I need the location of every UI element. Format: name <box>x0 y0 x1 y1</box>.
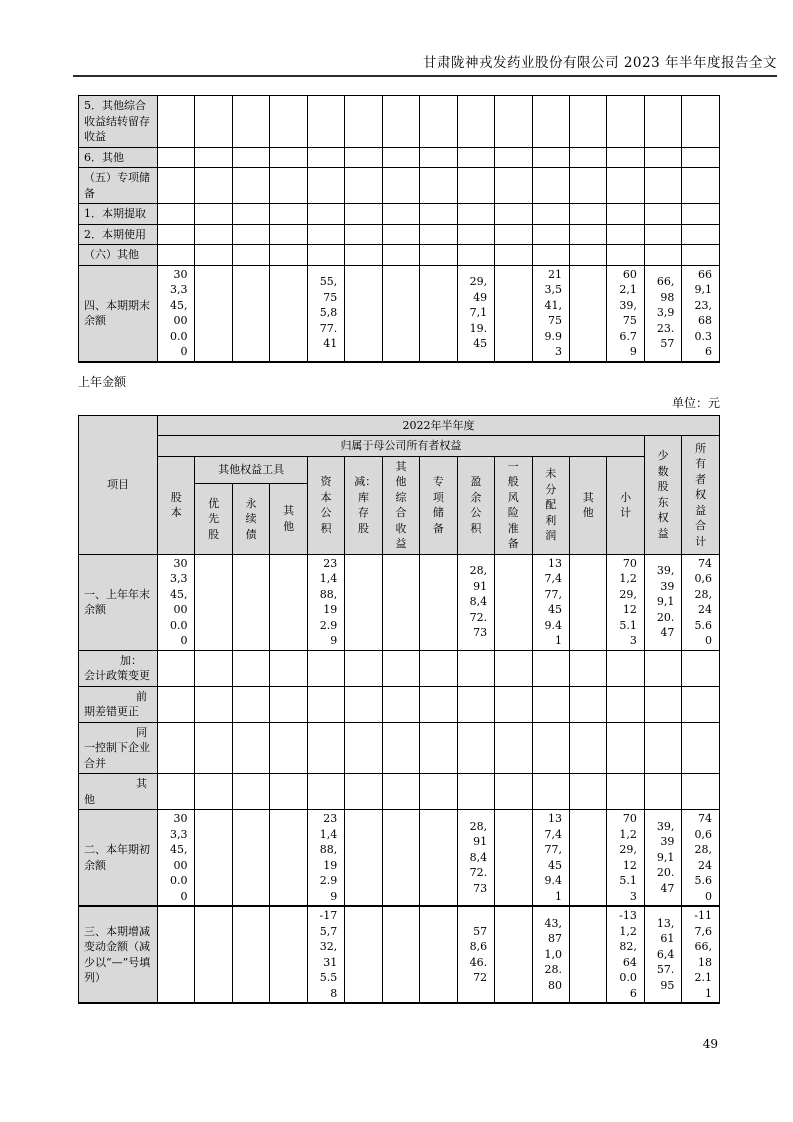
value-cell <box>420 96 457 148</box>
value-cell <box>158 224 195 245</box>
value-cell <box>382 204 419 225</box>
section-label: 上年金额 <box>78 374 127 389</box>
table-row <box>79 722 720 774</box>
row-label: 5．其他综合收益结转留存收益 <box>79 96 158 148</box>
header-other-equity-tools: 其他权益工具 <box>195 456 307 484</box>
value-cell <box>682 245 720 266</box>
value-cell <box>382 265 419 362</box>
value-cell <box>420 906 457 1003</box>
value-cell: 303,345,000.00 <box>158 554 195 650</box>
value-cell <box>195 265 232 362</box>
value-cell <box>195 168 232 204</box>
header-row-columns <box>79 456 720 484</box>
row-label: 四、本期期末余额 <box>79 265 158 362</box>
value-cell <box>345 168 382 204</box>
value-cell <box>495 224 532 245</box>
header-minority-interest: 少数股东权益 <box>644 436 681 555</box>
value-cell <box>644 96 681 148</box>
value-cell <box>195 96 232 148</box>
value-cell <box>232 906 269 1003</box>
value-cell: 602,139,756.79 <box>607 265 644 362</box>
value-cell <box>382 650 419 686</box>
value-cell <box>232 147 269 168</box>
value-cell <box>270 810 307 907</box>
value-cell <box>345 204 382 225</box>
table-row <box>79 810 720 907</box>
value-cell <box>158 722 195 774</box>
value-cell <box>607 245 644 266</box>
value-cell <box>644 204 681 225</box>
value-cell <box>532 774 569 810</box>
value-cell <box>345 224 382 245</box>
value-cell <box>532 224 569 245</box>
value-cell <box>270 245 307 266</box>
table-row <box>79 906 720 1003</box>
value-cell <box>532 650 569 686</box>
table-row <box>79 96 720 148</box>
value-cell <box>569 686 606 722</box>
value-cell <box>345 245 382 266</box>
value-cell <box>682 722 720 774</box>
value-cell <box>345 722 382 774</box>
header-row-period <box>79 415 720 436</box>
value-cell <box>607 168 644 204</box>
value-cell: 701,229,125.13 <box>607 810 644 907</box>
header-other-comprehensive-income: 其他综合收益 <box>382 456 419 554</box>
value-cell <box>607 204 644 225</box>
value-cell <box>457 96 494 148</box>
value-cell <box>307 224 344 245</box>
value-cell <box>345 554 382 650</box>
value-cell <box>495 168 532 204</box>
value-cell <box>232 204 269 225</box>
value-cell <box>569 722 606 774</box>
header-special-reserve: 专项储备 <box>420 456 457 554</box>
value-cell: 39,399,120.47 <box>644 810 681 907</box>
value-cell: -175,732,315.58 <box>307 906 344 1003</box>
value-cell <box>270 265 307 362</box>
report-title: 甘肃陇神戎发药业股份有限公司 2023 年半年度报告全文 <box>423 55 777 71</box>
value-cell <box>345 650 382 686</box>
value-cell <box>644 224 681 245</box>
header-row-groups <box>79 436 720 457</box>
value-cell <box>382 810 419 907</box>
value-cell <box>569 204 606 225</box>
row-label: 二、本年期初余额 <box>79 810 158 907</box>
value-cell <box>569 650 606 686</box>
value-cell <box>382 906 419 1003</box>
table-row <box>79 774 720 810</box>
value-cell <box>307 96 344 148</box>
value-cell: 137,477,459.41 <box>532 810 569 907</box>
value-cell <box>420 245 457 266</box>
value-cell <box>158 650 195 686</box>
value-cell <box>382 774 419 810</box>
value-cell <box>232 810 269 907</box>
value-cell <box>307 245 344 266</box>
value-cell <box>569 265 606 362</box>
header-subtotal: 小计 <box>607 456 644 554</box>
value-cell: 303,345,000.00 <box>158 810 195 907</box>
value-cell <box>345 686 382 722</box>
value-cell <box>569 147 606 168</box>
unit-label: 单位：元 <box>671 395 720 410</box>
value-cell <box>532 168 569 204</box>
value-cell <box>682 686 720 722</box>
value-cell <box>644 686 681 722</box>
value-cell <box>457 168 494 204</box>
value-cell <box>382 686 419 722</box>
value-cell <box>158 204 195 225</box>
value-cell <box>420 224 457 245</box>
value-cell <box>382 168 419 204</box>
header-share-capital: 股本 <box>158 456 195 554</box>
value-cell <box>420 554 457 650</box>
value-cell: -131,282,640.06 <box>607 906 644 1003</box>
table-row <box>79 554 720 650</box>
value-cell <box>345 265 382 362</box>
prior-year-table-body <box>79 554 720 1003</box>
value-cell <box>682 224 720 245</box>
row-label: 三、本期增减变动金额（减少以“—”号填列） <box>79 906 158 1003</box>
value-cell <box>420 168 457 204</box>
prior-year-table-header <box>79 415 720 554</box>
value-cell <box>270 147 307 168</box>
value-cell: 701,229,125.13 <box>607 554 644 650</box>
value-cell <box>682 96 720 148</box>
value-cell <box>307 204 344 225</box>
value-cell <box>569 168 606 204</box>
value-cell <box>569 810 606 907</box>
value-cell <box>420 265 457 362</box>
value-cell <box>457 245 494 266</box>
value-cell: 231,488,192.99 <box>307 554 344 650</box>
value-cell <box>607 686 644 722</box>
value-cell <box>307 650 344 686</box>
table-row <box>79 650 720 686</box>
table-row <box>79 168 720 204</box>
value-cell <box>495 147 532 168</box>
value-cell <box>457 224 494 245</box>
value-cell <box>158 774 195 810</box>
value-cell <box>495 906 532 1003</box>
value-cell <box>232 168 269 204</box>
value-cell: 55,755,877.41 <box>307 265 344 362</box>
value-cell <box>270 650 307 686</box>
header-surplus-reserve: 盈余公积 <box>457 456 494 554</box>
header-less-treasury-stock: 减：库存股 <box>345 456 382 554</box>
table-row <box>79 204 720 225</box>
value-cell <box>195 224 232 245</box>
value-cell <box>307 147 344 168</box>
value-cell <box>307 774 344 810</box>
value-cell: 231,488,192.99 <box>307 810 344 907</box>
value-cell <box>607 650 644 686</box>
table-row <box>79 686 720 722</box>
value-cell <box>345 906 382 1003</box>
value-cell <box>495 96 532 148</box>
value-cell <box>382 224 419 245</box>
value-cell <box>382 147 419 168</box>
value-cell <box>270 686 307 722</box>
row-label: 其他 <box>79 774 158 810</box>
value-cell <box>569 245 606 266</box>
header-preferred-stock: 优先股 <box>195 484 232 554</box>
row-label: 1．本期提取 <box>79 204 158 225</box>
value-cell: 669,123,680.36 <box>682 265 720 362</box>
value-cell <box>495 810 532 907</box>
row-label: 加：会计政策变更 <box>79 650 158 686</box>
value-cell <box>457 204 494 225</box>
value-cell <box>532 147 569 168</box>
value-cell <box>420 810 457 907</box>
value-cell <box>232 265 269 362</box>
value-cell <box>457 650 494 686</box>
value-cell <box>195 147 232 168</box>
value-cell <box>270 554 307 650</box>
header-perpetual-bond: 永续债 <box>232 484 269 554</box>
value-cell <box>607 722 644 774</box>
value-cell <box>158 168 195 204</box>
page-header <box>73 54 777 77</box>
value-cell <box>495 245 532 266</box>
value-cell <box>195 245 232 266</box>
value-cell <box>682 774 720 810</box>
value-cell <box>195 810 232 907</box>
value-cell <box>607 96 644 148</box>
header-period: 2022年半年度 <box>158 415 720 436</box>
value-cell <box>195 650 232 686</box>
header-total-equity: 所有者权益合计 <box>682 436 720 555</box>
value-cell <box>382 722 419 774</box>
value-cell <box>644 650 681 686</box>
value-cell <box>232 686 269 722</box>
value-cell <box>569 554 606 650</box>
header-parent-company-equity: 归属于母公司所有者权益 <box>158 436 645 457</box>
value-cell <box>495 204 532 225</box>
value-cell <box>270 96 307 148</box>
value-cell <box>420 774 457 810</box>
value-cell <box>195 554 232 650</box>
value-cell <box>532 96 569 148</box>
value-cell: 39,399,120.47 <box>644 554 681 650</box>
value-cell <box>495 686 532 722</box>
value-cell: 43,871,028.80 <box>532 906 569 1003</box>
value-cell <box>270 224 307 245</box>
value-cell: 28,918,472.73 <box>457 554 494 650</box>
value-cell <box>457 147 494 168</box>
value-cell <box>607 147 644 168</box>
current-period-table-body <box>79 96 720 362</box>
value-cell <box>382 96 419 148</box>
value-cell <box>158 906 195 1003</box>
header-equity-tools-other: 其他 <box>270 484 307 554</box>
value-cell <box>644 147 681 168</box>
value-cell <box>495 722 532 774</box>
value-cell <box>382 554 419 650</box>
table-row <box>79 224 720 245</box>
header-general-risk-reserve: 一般风险准备 <box>495 456 532 554</box>
header-other: 其他 <box>569 456 606 554</box>
value-cell <box>195 204 232 225</box>
row-label: 一、上年年末余额 <box>79 554 158 650</box>
value-cell <box>569 906 606 1003</box>
value-cell <box>270 722 307 774</box>
value-cell <box>307 722 344 774</box>
value-cell <box>270 906 307 1003</box>
value-cell <box>307 686 344 722</box>
value-cell <box>158 686 195 722</box>
header-item: 项目 <box>79 415 158 554</box>
value-cell <box>195 774 232 810</box>
value-cell <box>158 245 195 266</box>
value-cell <box>420 722 457 774</box>
value-cell <box>532 686 569 722</box>
header-undistributed-profit: 未分配利润 <box>532 456 569 554</box>
value-cell <box>644 168 681 204</box>
value-cell <box>232 774 269 810</box>
value-cell <box>569 224 606 245</box>
value-cell <box>420 686 457 722</box>
value-cell <box>382 245 419 266</box>
row-label: 6．其他 <box>79 147 158 168</box>
value-cell <box>607 224 644 245</box>
value-cell <box>644 245 681 266</box>
value-cell <box>682 168 720 204</box>
value-cell: -117,666,182.11 <box>682 906 720 1003</box>
row-label: 前期差错更正 <box>79 686 158 722</box>
value-cell <box>457 686 494 722</box>
value-cell <box>644 774 681 810</box>
value-cell <box>232 722 269 774</box>
value-cell <box>195 686 232 722</box>
value-cell <box>307 168 344 204</box>
value-cell <box>532 722 569 774</box>
value-cell <box>682 147 720 168</box>
page-number: 49 <box>702 1037 718 1051</box>
value-cell <box>495 650 532 686</box>
value-cell <box>345 774 382 810</box>
row-label: 同一控制下企业合并 <box>79 722 158 774</box>
value-cell <box>457 722 494 774</box>
value-cell <box>420 204 457 225</box>
value-cell <box>232 554 269 650</box>
value-cell <box>644 722 681 774</box>
value-cell <box>682 650 720 686</box>
value-cell: 213,541,759.93 <box>532 265 569 362</box>
value-cell <box>495 554 532 650</box>
value-cell <box>420 650 457 686</box>
value-cell <box>682 204 720 225</box>
value-cell <box>232 224 269 245</box>
value-cell: 740,628,245.60 <box>682 810 720 907</box>
value-cell <box>345 147 382 168</box>
value-cell <box>495 265 532 362</box>
value-cell: 29,497,119.45 <box>457 265 494 362</box>
value-cell <box>158 147 195 168</box>
value-cell <box>232 96 269 148</box>
equity-table-prior-year <box>78 415 720 1005</box>
value-cell <box>569 774 606 810</box>
table-row <box>79 245 720 266</box>
value-cell: 303,345,000.00 <box>158 265 195 362</box>
table-row <box>79 147 720 168</box>
equity-table-current-period <box>78 95 720 363</box>
value-cell <box>232 245 269 266</box>
value-cell: 66,983,923.57 <box>644 265 681 362</box>
value-cell <box>270 168 307 204</box>
value-cell <box>532 204 569 225</box>
value-cell <box>345 96 382 148</box>
row-label: （五）专项储备 <box>79 168 158 204</box>
table-row <box>79 265 720 362</box>
value-cell: 578,646.72 <box>457 906 494 1003</box>
value-cell <box>270 204 307 225</box>
value-cell <box>607 774 644 810</box>
value-cell <box>195 906 232 1003</box>
value-cell <box>457 774 494 810</box>
value-cell: 740,628,245.60 <box>682 554 720 650</box>
value-cell <box>420 147 457 168</box>
value-cell <box>232 650 269 686</box>
value-cell <box>569 96 606 148</box>
value-cell <box>532 245 569 266</box>
row-label: 2．本期使用 <box>79 224 158 245</box>
value-cell <box>345 810 382 907</box>
value-cell: 13,616,457.95 <box>644 906 681 1003</box>
value-cell <box>270 774 307 810</box>
header-capital-reserve: 资本公积 <box>307 456 344 554</box>
value-cell <box>158 96 195 148</box>
value-cell: 137,477,459.41 <box>532 554 569 650</box>
value-cell: 28,918,472.73 <box>457 810 494 907</box>
value-cell <box>195 722 232 774</box>
row-label: （六）其他 <box>79 245 158 266</box>
value-cell <box>495 774 532 810</box>
